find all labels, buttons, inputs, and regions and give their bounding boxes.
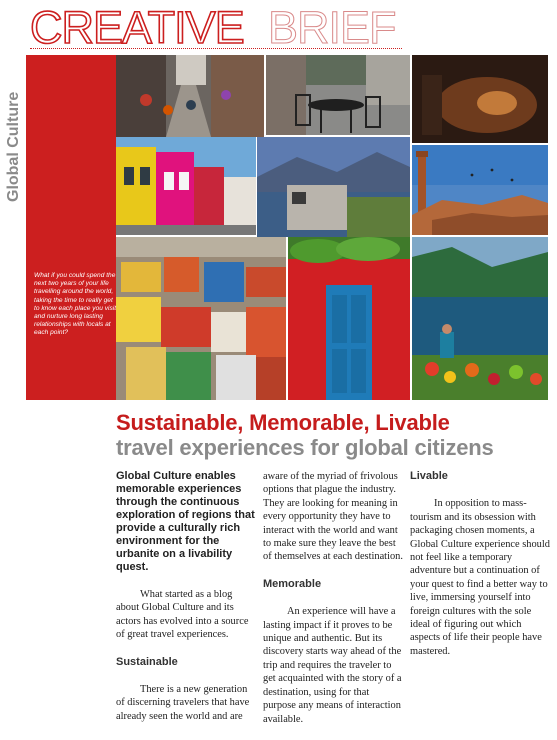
photo-cafe-chairs	[266, 55, 410, 135]
photo-lake-stone-house	[257, 137, 410, 237]
photo-blue-door	[288, 237, 410, 400]
side-label: Global Culture	[5, 91, 22, 202]
title-rule	[30, 48, 402, 49]
headline: Sustainable, Memorable, Livable	[116, 410, 450, 435]
sustainable-paragraph: There is a new generation of discerning travelers that have already seen the world and are	[116, 684, 250, 722]
photo-sienna-tower	[412, 145, 548, 235]
title-brief: BRIEF	[268, 2, 396, 53]
intro-paragraph: What started as a blog about Global Culture and its actors has evolved into a source of great travel experiences.	[116, 589, 249, 641]
side-label-container	[0, 55, 26, 400]
section-heading-sustainable: Sustainable	[116, 655, 178, 668]
photo-lake-market	[412, 237, 548, 400]
column-3	[410, 470, 550, 672]
photo-market-street	[116, 55, 264, 137]
column-2	[263, 470, 403, 740]
subheadline: travel experiences for global citizens	[116, 435, 494, 460]
title-creative: CREATIVE	[30, 2, 244, 53]
section-heading-livable: Livable	[410, 470, 448, 482]
sustainable-paragraph-cont: aware of the myriad of frivolous options that plague the industry. They are looking for meaning in every opportunity they have to interact with the world and want to make sure they leave the best of themselves at each destination.	[263, 471, 403, 563]
memorable-paragraph: An experience will have a lasting impact if it proves to be unique and authentic. But its discovery starts way ahead of the trip and requires the traveler to get acquainted with the story of a destination, using for that purpose any means of interaction available.	[263, 606, 402, 725]
photo-hillside-town	[116, 237, 286, 400]
intro-quote: What if you could spend the next two years of your life travelling around the world, taking the time to really get to know each place you visit and nurture long lasting relationships with locals at each point?	[34, 272, 117, 337]
photo-dark-interior	[412, 55, 548, 143]
lead-paragraph: Global Culture enables memorable experiences through the continuous exploration of regions that provide a culturally rich environment for the urbanite on a livability quest.	[116, 470, 255, 573]
section-heading-memorable: Memorable	[263, 577, 322, 590]
column-1	[116, 470, 256, 737]
photo-colorful-houses	[116, 137, 256, 235]
livable-paragraph: In opposition to mass-tourism and its obsession with packaging chosen moments, a Global Culture experience should not feel like a temporary adventure but a continuation of your quest to find a better way to live, immersing yourself into foreign cultures with the sole ideal of figuring out which aspects of life their people have mastered.	[410, 498, 550, 657]
page-title	[30, 4, 410, 52]
red-panel	[26, 55, 116, 400]
